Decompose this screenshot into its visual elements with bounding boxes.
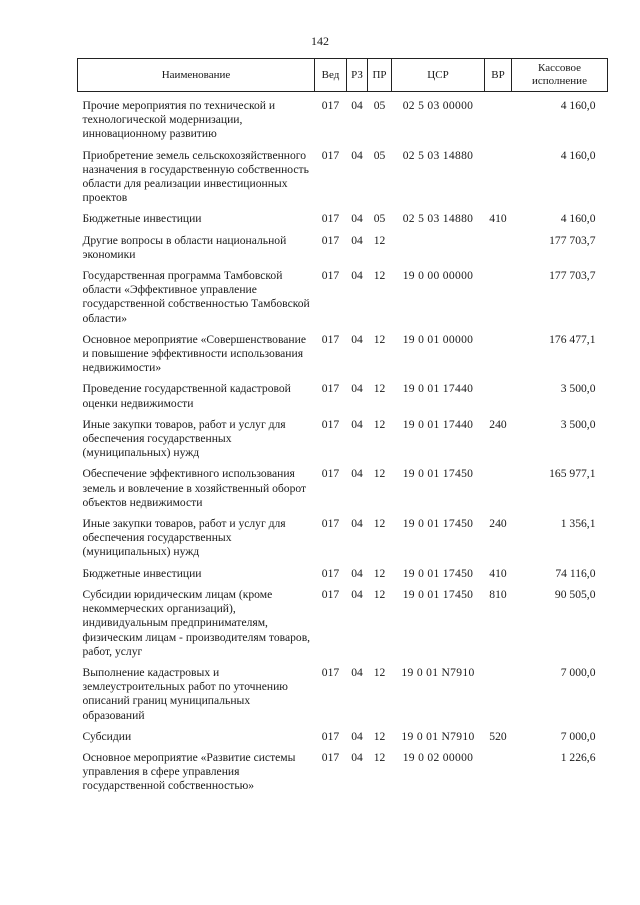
row-name: Проведение государственной кадастровой оценки недвижимости: [82, 382, 291, 410]
row-ved: 017: [321, 332, 340, 346]
row-ved: 017: [321, 665, 340, 679]
row-vr: [485, 666, 512, 730]
row-csr: 19 0 01 17450: [402, 587, 474, 601]
table-row: [78, 418, 608, 468]
table-row: [78, 567, 608, 588]
row-ved: 017: [321, 517, 340, 531]
row-vr: 410: [489, 566, 507, 580]
header-csr: ЦСР: [392, 59, 485, 92]
table-header: [78, 59, 608, 92]
row-rz: 04: [351, 233, 363, 247]
row-csr: 19 0 01 17450: [402, 517, 474, 531]
row-vr: [485, 333, 512, 383]
table-row: [78, 269, 608, 333]
header-ved: Вед: [315, 59, 347, 92]
table-row: [78, 666, 608, 730]
row-csr: 02 5 03 00000: [402, 99, 474, 112]
row-ved: 017: [321, 269, 340, 283]
row-amount: 90 505,0: [554, 587, 596, 601]
table-row: [78, 92, 608, 149]
row-rz: 04: [351, 587, 363, 601]
row-vr: [485, 269, 512, 333]
row-amount: 4 160,0: [560, 99, 596, 112]
row-vr: [485, 751, 512, 801]
row-pr: 12: [373, 382, 386, 396]
row-vr: 240: [489, 517, 507, 531]
row-amount: 1 226,6: [560, 750, 596, 764]
row-amount: 1 356,1: [560, 517, 596, 531]
row-pr: 12: [373, 587, 386, 601]
row-name: Иные закупки товаров, работ и услуг для обеспечения государственных (муниципальных) нужд: [82, 517, 286, 559]
row-pr: 05: [373, 148, 386, 162]
row-amount: 3 500,0: [560, 382, 596, 396]
table-row: [78, 588, 608, 666]
row-amount: 165 977,1: [549, 467, 596, 481]
row-rz: 04: [351, 212, 363, 226]
row-rz: 04: [351, 750, 363, 764]
header-vr: ВР: [485, 59, 512, 92]
header-amount: Кассовое исполнение: [512, 59, 608, 92]
row-name: Основное мероприятие «Совершенствование и повышение эффективности использования недвижимости»: [82, 332, 306, 375]
row-csr: 19 0 01 00000: [402, 332, 474, 346]
row-pr: 12: [373, 665, 386, 679]
header-pr: ПР: [368, 59, 392, 92]
row-pr: 12: [373, 729, 386, 743]
table-row: [78, 333, 608, 383]
row-pr: 05: [373, 99, 386, 112]
row-name: Субсидии юридическим лицам (кроме некоммерческих организаций), индивидуальным предпринимателям, физическим лицам - производителям товаров, работ, услуг: [82, 587, 311, 658]
table-row: [78, 751, 608, 801]
row-vr: 810: [489, 587, 507, 601]
row-rz: 04: [351, 517, 363, 531]
row-amount: 7 000,0: [560, 729, 596, 743]
row-amount: 177 703,7: [549, 269, 596, 283]
row-ved: 017: [321, 382, 340, 396]
row-pr: 12: [373, 332, 386, 346]
row-rz: 04: [351, 332, 363, 346]
row-amount: 177 703,7: [549, 233, 596, 247]
row-vr: 240: [489, 417, 507, 431]
row-pr: 12: [373, 566, 386, 580]
table-row: [78, 149, 608, 213]
row-pr: 12: [373, 233, 386, 247]
row-ved: 017: [321, 212, 340, 226]
header-rz: РЗ: [347, 59, 368, 92]
row-amount: 4 160,0: [560, 212, 596, 226]
budget-table: [77, 58, 608, 801]
row-pr: 05: [373, 212, 386, 226]
table-row: [78, 517, 608, 567]
row-csr: 19 0 02 00000: [402, 750, 474, 764]
row-ved: 017: [321, 233, 340, 247]
row-vr: [485, 467, 512, 517]
row-amount: 3 500,0: [560, 417, 596, 431]
row-ved: 017: [321, 148, 340, 162]
row-name: Государственная программа Тамбовской области «Эффективное управление государственной собственностью Тамбовской области»: [82, 269, 310, 325]
row-rz: 04: [351, 566, 363, 580]
table-row: [78, 730, 608, 751]
row-csr: 02 5 03 14880: [402, 148, 474, 162]
row-csr: 19 0 01 17440: [402, 382, 474, 396]
table-row: [78, 234, 608, 269]
row-name: Приобретение земель сельскохозяйственного назначения в государственную собственность области для реализации инвестиционных проектов: [82, 148, 309, 205]
row-rz: 04: [351, 382, 363, 396]
row-pr: 12: [373, 517, 386, 531]
row-pr: 12: [373, 269, 386, 283]
row-pr: 12: [373, 417, 386, 431]
row-ved: 017: [321, 566, 340, 580]
row-rz: 04: [351, 665, 363, 679]
row-name: Бюджетные инвестиции: [82, 212, 202, 226]
table-row: [78, 467, 608, 517]
row-vr: [485, 149, 512, 213]
row-rz: 04: [351, 417, 363, 431]
row-pr: 12: [373, 750, 386, 764]
row-amount: 74 116,0: [555, 566, 596, 580]
row-ved: 017: [321, 99, 340, 112]
row-ved: 017: [321, 417, 340, 431]
row-csr: 02 5 03 14880: [402, 212, 474, 226]
row-vr: 520: [489, 729, 507, 743]
row-pr: 12: [373, 467, 386, 481]
row-ved: 017: [321, 587, 340, 601]
row-csr: 19 0 00 00000: [402, 269, 474, 283]
row-name: Иные закупки товаров, работ и услуг для обеспечения государственных (муниципальных) нужд: [82, 417, 286, 460]
row-vr: 410: [489, 212, 507, 226]
table-row: [78, 212, 608, 233]
row-ved: 017: [321, 729, 340, 743]
row-csr: 19 0 01 N7910: [401, 729, 475, 743]
row-csr: 19 0 01 N7910: [401, 665, 475, 679]
row-name: Другие вопросы в области национальной экономики: [82, 233, 287, 261]
row-csr: [392, 234, 485, 269]
row-csr: 19 0 01 17440: [402, 417, 474, 431]
row-rz: 04: [351, 269, 363, 283]
row-amount: 4 160,0: [560, 148, 596, 162]
row-ved: 017: [321, 750, 340, 764]
page-number: 142: [311, 34, 329, 48]
row-name: Основное мероприятие «Развитие системы управления в сфере управления государственной собственностью»: [82, 750, 296, 793]
row-rz: 04: [351, 467, 363, 481]
row-rz: 04: [351, 729, 363, 743]
row-amount: 7 000,0: [560, 665, 596, 679]
row-vr: [485, 92, 512, 149]
row-name: Субсидии: [82, 729, 132, 743]
row-ved: 017: [321, 467, 340, 481]
row-name: Обеспечение эффективного использования земель и вовлечение в хозяйственный оборот объектов недвижимости: [82, 467, 307, 509]
row-vr: [485, 382, 512, 417]
table-row: [78, 382, 608, 417]
row-amount: 176 477,1: [549, 332, 596, 346]
row-name: Выполнение кадастровых и землеустроительных работ по уточнению описаний границ муниципальных образований: [82, 665, 288, 722]
row-name: Прочие мероприятия по технической и технологической модернизации, инновационному развитию: [82, 99, 276, 141]
header-name: Наименование: [78, 59, 315, 92]
row-csr: 19 0 01 17450: [402, 566, 474, 580]
row-csr: 19 0 01 17450: [402, 467, 474, 481]
row-vr: [485, 234, 512, 269]
row-rz: 04: [351, 99, 363, 112]
table-body: [78, 92, 608, 801]
row-rz: 04: [351, 148, 363, 162]
row-name: Бюджетные инвестиции: [82, 566, 202, 580]
